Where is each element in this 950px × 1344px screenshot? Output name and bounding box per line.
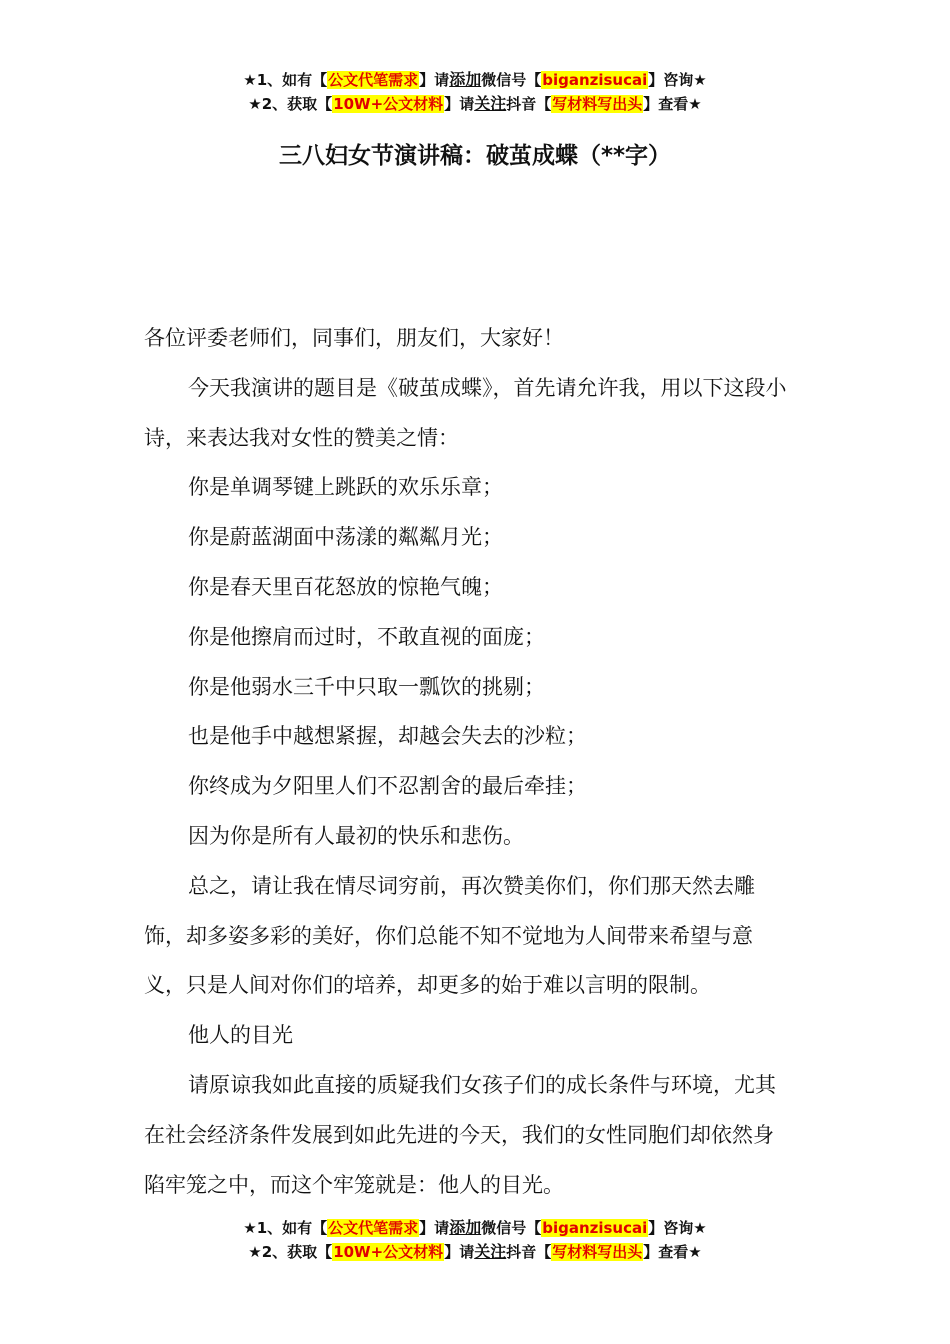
paragraph: 请原谅我如此直接的质疑我们女孩子们的成长条件与环境，尤其在社会经济条件发展到如此先进的今天，我们的女性同胞们却依然身陷牢笼之中，而这个牢笼就是：他人的目光。: [144, 1072, 776, 1197]
star-icon: ★: [248, 1243, 262, 1261]
page-title: 三八妇女节演讲稿：破茧成蝶（**字）: [278, 143, 672, 169]
banner-text: 】查看★: [643, 95, 702, 113]
banner-line-1: [0, 68, 950, 92]
star-icon: ★: [248, 95, 262, 113]
banner-text: 】请: [444, 1243, 475, 1261]
banner-text: 】咨询★: [648, 1219, 707, 1237]
poem-line: 你是单调琴键上跳跃的欢乐乐章；: [188, 475, 503, 500]
highlight-wechat-id: biganzisucai: [542, 71, 648, 89]
paragraph: 今天我演讲的题目是《破茧成蝶》，首先请允许我，用以下这段小诗，来表达我对女性的赞美之情：: [144, 375, 787, 450]
banner-line-2: [0, 1240, 950, 1264]
poem-line: 也是他手中越想紧握，却越会失去的沙粒；: [188, 724, 587, 749]
banner-line-2: [0, 92, 950, 116]
speech-body: [144, 314, 794, 1210]
banner-text: 】请: [444, 95, 475, 113]
underlined-text: 添加: [449, 70, 482, 89]
banner-text: 】咨询★: [648, 71, 707, 89]
highlight-wechat-id: biganzisucai: [542, 1219, 648, 1237]
highlight-materials: 10W+公文材料: [333, 95, 444, 113]
star-icon: ★: [243, 71, 257, 89]
banner-text: 1、如有【: [256, 71, 328, 89]
underlined-text: 关注: [474, 1242, 507, 1261]
poem-line: 你是他弱水三千中只取一瓢饮的挑剔；: [188, 674, 545, 699]
highlight-service: 公文代笔需求: [328, 71, 419, 89]
underlined-text: 关注: [474, 94, 507, 113]
banner-text: 微信号【: [481, 71, 542, 89]
header-banner: [0, 68, 950, 116]
banner-text: 2、获取【: [261, 95, 333, 113]
footer-banner: [0, 1216, 950, 1264]
banner-text: 】查看★: [643, 1243, 702, 1261]
banner-text: 微信号【: [481, 1219, 542, 1237]
highlight-douyin: 写材料写出头: [552, 95, 643, 113]
banner-line-1: [0, 1216, 950, 1240]
banner-text: 1、如有【: [256, 1219, 328, 1237]
poem-line: 你是蔚蓝湖面中荡漾的粼粼月光；: [188, 525, 503, 550]
highlight-materials: 10W+公文材料: [333, 1243, 444, 1261]
banner-text: 2、获取【: [261, 1243, 333, 1261]
section-heading: 他人的目光: [188, 1023, 293, 1048]
banner-text: 】请: [419, 1219, 450, 1237]
poem-line: 你是他擦肩而过时，不敢直视的面庞；: [188, 624, 545, 649]
banner-text: 抖音【: [506, 95, 552, 113]
poem-line: 你终成为夕阳里人们不忍割舍的最后牵挂；: [188, 774, 587, 799]
poem-line: 你是春天里百花怒放的惊艳气魄；: [188, 574, 503, 599]
banner-text: 】请: [419, 71, 450, 89]
paragraph-greeting: 各位评委老师们，同事们，朋友们，大家好！: [144, 326, 564, 350]
underlined-text: 添加: [449, 1218, 482, 1237]
paragraph: 总之，请让我在情尽词穷前，再次赞美你们，你们那天然去雕饰，却多姿多彩的美好，你们总能不知不觉地为人间带来希望与意义，只是人间对你们的培养，却更多的始于难以言明的限制。: [144, 873, 755, 998]
banner-text: 抖音【: [506, 1243, 552, 1261]
star-icon: ★: [243, 1219, 257, 1237]
highlight-service: 公文代笔需求: [328, 1219, 419, 1237]
poem-line: 因为你是所有人最初的快乐和悲伤。: [188, 823, 524, 848]
highlight-douyin: 写材料写出头: [552, 1243, 643, 1261]
